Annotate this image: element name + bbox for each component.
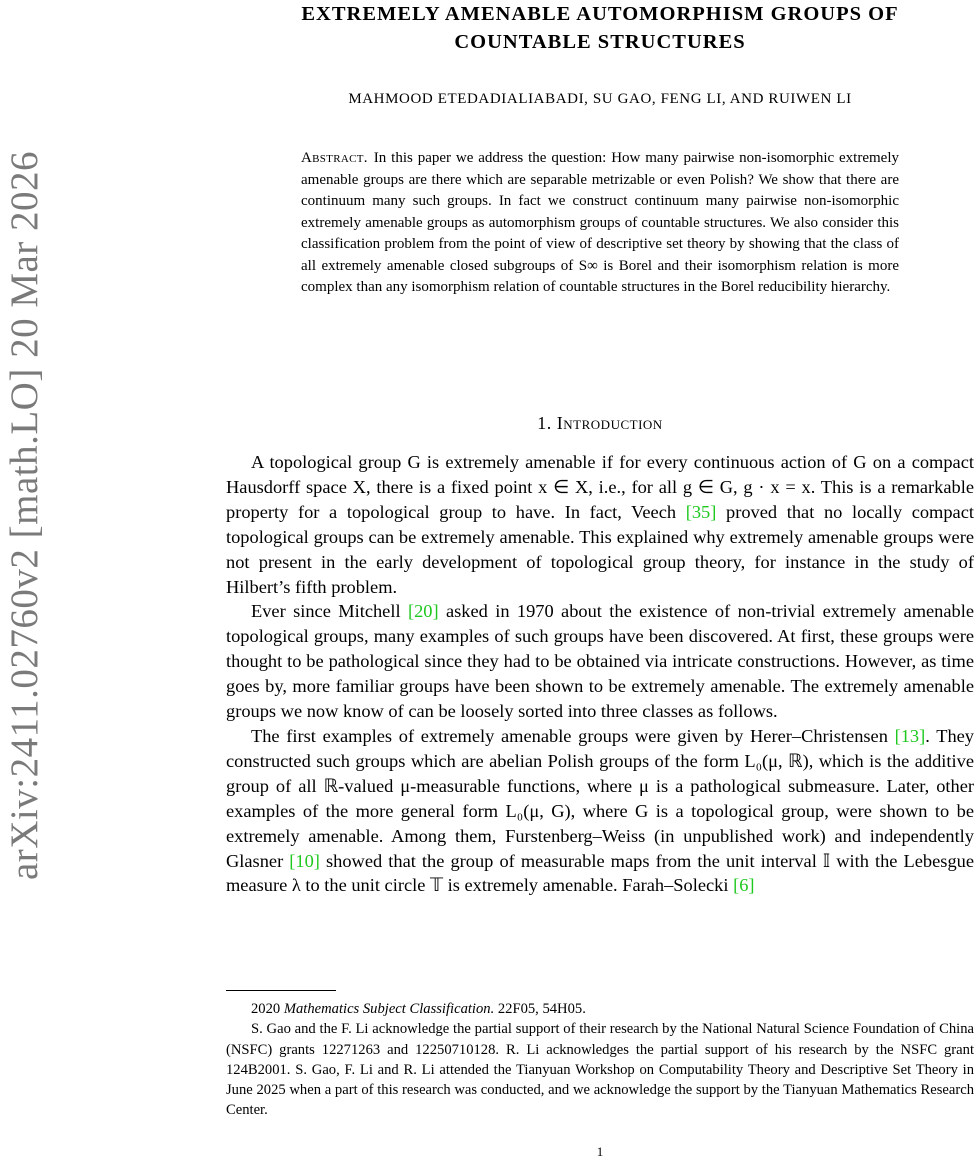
msc-year: 2020 [251,1001,284,1017]
msc-footnote [226,999,974,1019]
paper-title-line-2: COUNTABLE STRUCTURES [454,31,746,53]
paper-title-line-1: EXTREMELY AMENABLE AUTOMORPHISM GROUPS OF [301,3,899,25]
footnote-divider [226,990,336,991]
msc-codes: 22F05, 54H05. [494,1001,586,1017]
arxiv-identifier: arXiv:2411.02760v2 [math.LO] 20 Mar 2026 [3,150,47,880]
section-heading [226,413,974,434]
paragraph-text: The first examples of extremely amenable groups were given by Herer–Christensen [251,725,895,746]
author-list: MAHMOOD ETEDADIALIABADI, SU GAO, FENG LI, AND RUIWEN LI [348,91,852,107]
abstract-label: Abstract. [301,150,368,166]
section-number: 1. [537,413,552,433]
abstract [301,148,899,299]
paragraph-text: A topological group G is extremely amenable if for every continuous action of G on a compact Hausdorff space X, there is a fixed point x ∈ X, i.e., for all g ∈ G, g · x = x. This is a remarkable property for a topological group to have. In fact, Veech [226,452,974,522]
paragraph-text: proved that no locally compact topological groups can be extremely amenable. This explained why extremely amenable groups were not present in the early development of topological group theory, for instance in the study of Hilbert’s fifth problem. [226,501,974,597]
paragraph-text: showed that the group of measurable maps from the unit interval 𝕀 with the Lebesgue measure λ to the unit circle 𝕋 is extremely amenable. Farah–Solecki [226,850,974,896]
paragraph-1 [226,450,974,599]
citation-link[interactable]: [13] [894,725,926,746]
paragraph-text: asked in 1970 about the existence of non-trivial extremely amenable topological groups, many examples of such groups have been discovered. At first, these groups were thought to be pathological since they had to be obtained via intricate constructions. However, as time goes by, more familiar groups have been shown to be extremely amenable. The extremely amenable groups we now know of can be loosely sorted into three classes as follows. [226,601,974,722]
paragraph-2 [226,599,974,724]
citation-link[interactable]: [10] [289,850,320,871]
acknowledgement-footnote: S. Gao and the F. Li acknowledge the partial support of their research by the National Natural Science Foundation of China (NSFC) grants 12271263 and 12250710128. R. Li acknowledges the partial support of his research by the NSFC grant 124B2001. S. Gao, F. Li and R. Li attended the Tianyuan Workshop on Computability Theory and Descriptive Set Theory in June 2025 when a part of this research was conducted, and we acknowledge the support by the Tianyuan Mathematics Research Center. [226,1021,974,1119]
footnotes [226,999,974,1121]
citation-link[interactable]: [35] [685,501,717,522]
paragraph-text: . They constructed such groups which are abelian Polish groups of the form L₀(μ, ℝ), which is the additive group of all ℝ-valued μ-measurable functions, where μ is a pathological submeasure. Later, other examples of the more general form L₀(μ, G), where G is a topological group, were shown to be extremely amenable. Among them, Furstenberg–Weiss (in unpublished work) and independently Glasner [226,725,975,871]
page-number: 1 [596,1144,604,1159]
paper-title [226,0,974,56]
arxiv-identifier-sidebar [0,120,50,910]
msc-label: Mathematics Subject Classification. [283,1001,495,1017]
citation-link[interactable]: [6] [733,875,755,896]
paragraph-text: Ever since Mitchell [251,601,408,622]
introduction-body [226,450,974,898]
citation-link[interactable]: [20] [407,601,439,622]
section-title: Introduction [556,413,663,433]
abstract-text: In this paper we address the question: How many pairwise non-isomorphic extremely amenable groups are there which are separable metrizable or even Polish? We show that there are continuum many such groups. In fact we construct continuum many pairwise non-isomorphic extremely amenable groups as automorphism groups of countable structures. We also consider this classification problem from the point of view of descriptive set theory by showing that the class of all extremely amenable closed subgroups of S∞ is Borel and their isomorphism relation is more complex than any isomorphism relation of countable structures in the Borel reducibility hierarchy. [301,150,899,295]
paragraph-3 [226,724,974,898]
